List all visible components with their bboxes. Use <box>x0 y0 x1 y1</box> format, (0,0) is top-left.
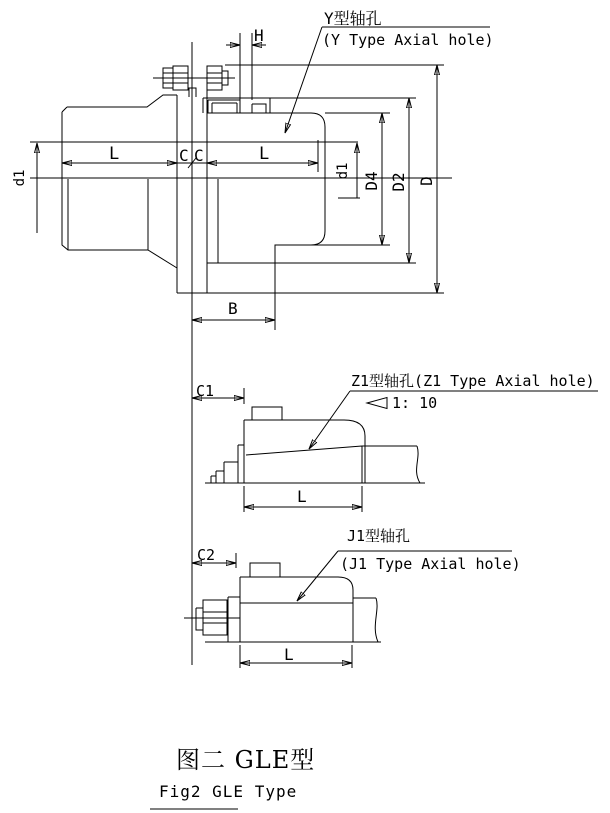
left-hub-outline <box>62 95 177 268</box>
dim-label-L-z1: L <box>297 487 307 506</box>
y-type-callout <box>285 9 494 133</box>
dim-label-L-right: L <box>259 144 270 164</box>
dim-label-C-left: C <box>179 146 189 165</box>
y-type-callout-en: (Y Type Axial hole) <box>322 31 494 49</box>
dim-label-C-right: C <box>194 146 204 165</box>
j1-view <box>184 527 521 668</box>
caption-zh: 图二 GLE型 <box>176 746 316 774</box>
dim-label-d1-right: d1 <box>335 162 351 180</box>
dim-label-D2: D2 <box>389 172 408 192</box>
dim-label-C1: C1 <box>196 382 215 400</box>
dim-label-C2: C2 <box>197 546 216 564</box>
taper-symbol-icon <box>367 398 387 409</box>
z1-nut-washer <box>211 445 244 483</box>
dim-label-L-j1: L <box>284 645 294 664</box>
j1-callout-en: (J1 Type Axial hole) <box>340 555 521 573</box>
z1-callout: Z1型轴孔(Z1 Type Axial hole) <box>351 372 595 390</box>
j1-callout-zh: J1型轴孔 <box>347 527 411 545</box>
taper-ratio: 1: 10 <box>392 394 438 412</box>
dim-label-D4: D4 <box>362 171 381 191</box>
elastic-pin-cover <box>203 98 270 113</box>
main-view-dimensions <box>12 26 437 320</box>
right-hub-rim <box>207 113 416 263</box>
caption-en: Fig2 GLE Type <box>159 782 298 801</box>
dim-label-d1-left: d1 <box>12 169 28 187</box>
dim-label-B: B <box>228 299 238 318</box>
z1-view <box>192 372 598 512</box>
y-type-callout-zh: Y型轴孔 <box>324 9 382 28</box>
dim-label-H: H <box>254 26 264 45</box>
bolt-assembly <box>153 66 235 90</box>
figure-caption <box>150 746 315 809</box>
j1-hub-outline <box>205 563 381 642</box>
dim-label-L-left: L <box>109 144 120 164</box>
dim-label-D: D <box>417 176 436 186</box>
